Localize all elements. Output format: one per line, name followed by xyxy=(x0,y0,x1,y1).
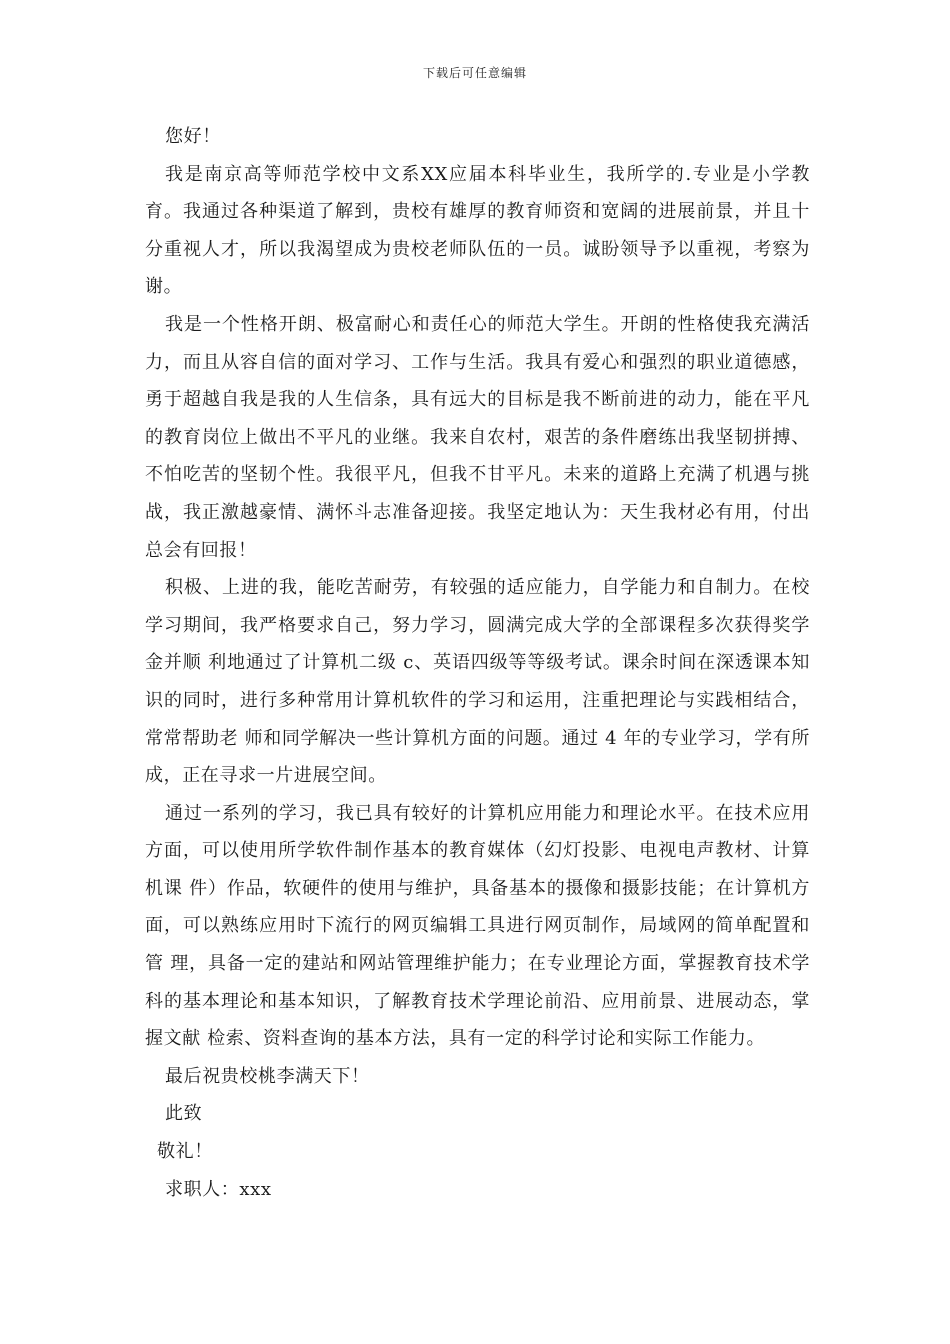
closing-salutation: 此致 xyxy=(165,1103,203,1125)
page-header: 下载后可任意编辑 xyxy=(422,66,527,80)
paragraph-introduction: 我是南京高等师范学校中文系XX应届本科毕业生，我所学的.专业是小学教育。我通过各种渠道了解到，贵校有雄厚的教育师资和宽阔的进展前景，并且十分重视人才，所以我渴望成为贵校老师队伍的一员。诚盼领导予以重视，考察为谢。 xyxy=(145,163,810,298)
paragraph-personality: 我是一个性格开朗、极富耐心和责任心的师范大学生。开朗的性格使我充满活力，而且从容自信的面对学习、工作与生活。我具有爱心和强烈的职业道德感，勇于超越自我是我的人生信条，具有远大的目标是我不断前进的动力，能在平凡的教育岗位上做出不平凡的业继。我来自农村，艰苦的条件磨练出我坚韧拼搏、不怕吃苦的坚韧个性。我很平凡，但我不甘平凡。未来的道路上充满了机遇与挑战，我正激越豪情、满怀斗志准备迎接。我坚定地认为：天生我材必有用，付出总会有回报！ xyxy=(145,313,810,561)
signature: 求职人：xxx xyxy=(165,1178,272,1200)
paragraph-skills: 通过一系列的学习，我已具有较好的计算机应用能力和理论水平。在技术应用方面，可以使用所学软件制作基本的教育媒体（幻灯投影、电视电声教材、计算机课 件）作品，软硬件的使用与维护，具备基本的摄像和摄影技能；在计算机方面，可以熟练应用时下流行的网页编辑工具进行网页制作，局域网的简单配置和管 理，具备一定的建站和网站管理维护能力；在专业理论方面，掌握教育技术学科的基本理论和基本知识，了解教育技术学理论前沿、应用前景、进展动态，掌握文献 检索、资料查询的基本方法，具有一定的科学讨论和实际工作能力。 xyxy=(145,802,810,1050)
paragraph-studies: 积极、上进的我，能吃苦耐劳，有较强的适应能力，自学能力和自制力。在校学习期间，我严格要求自己，努力学习，圆满完成大学的全部课程多次获得奖学金并顺 利地通过了计算机二级 c、英语四级等等级考试。课余时间在深透课本知识的同时，进行多种常用计算机软件的学习和运用，注重把理论与实践相结合，常常帮助老 师和同学解决一些计算机方面的问题。通过 4 年的专业学习，学有所成，正在寻求一片进展空间。 xyxy=(145,577,810,787)
greeting: 您好！ xyxy=(165,126,221,147)
closing-regards: 敬礼！ xyxy=(157,1141,213,1163)
closing-wish: 最后祝贵校桃李满天下！ xyxy=(165,1065,370,1087)
letter-body xyxy=(145,118,810,1208)
